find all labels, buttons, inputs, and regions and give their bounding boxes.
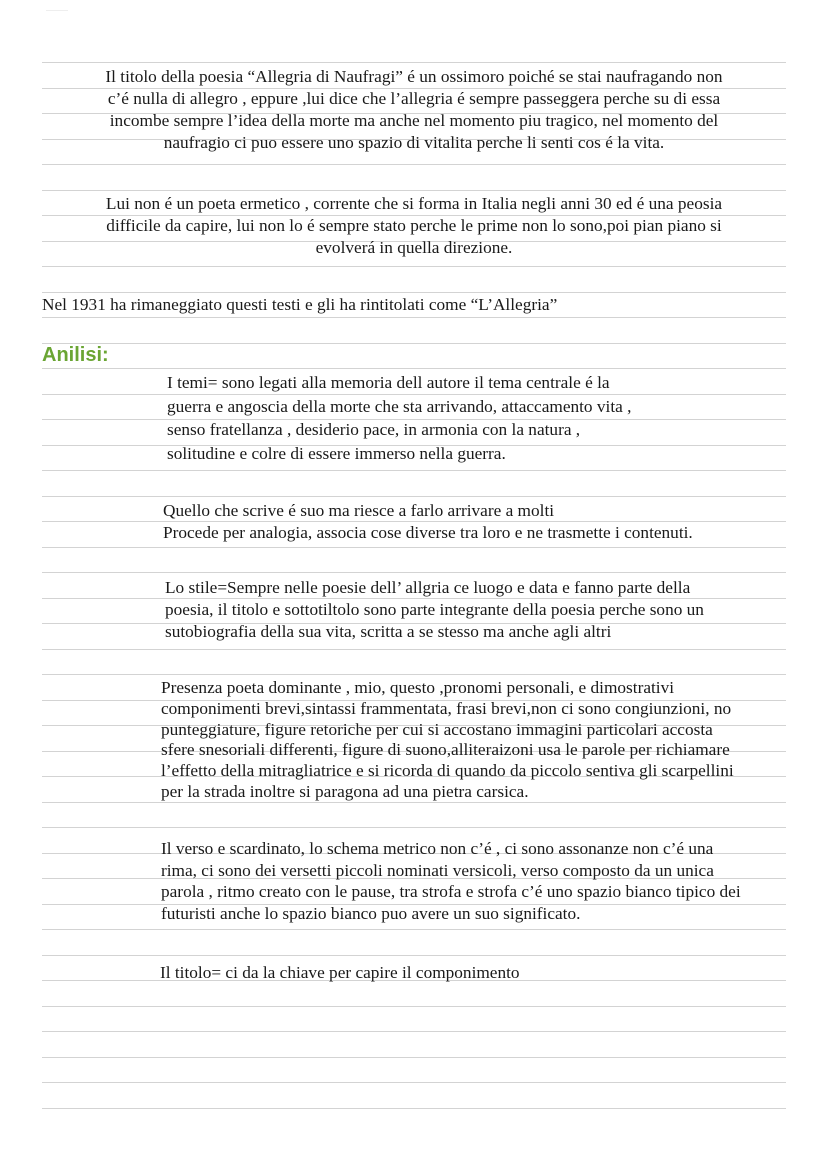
ruled-line bbox=[42, 190, 786, 191]
ruled-line bbox=[42, 164, 786, 165]
ruled-line bbox=[42, 1006, 786, 1007]
text-line: senso fratellanza , desiderio pace, in armonia con la natura , bbox=[167, 420, 581, 439]
section-heading: Anilisi: bbox=[42, 344, 109, 366]
ruled-line bbox=[42, 547, 786, 548]
text-line: c’é nulla di allegro , eppure ,lui dice che l’allegria é sempre passeggera perche su di essa bbox=[107, 89, 721, 108]
text-line: sutobiografia della sua vita, scritta a se stesso ma anche agli altri bbox=[165, 622, 612, 641]
ruled-line bbox=[42, 496, 786, 497]
text-line: per la strada inoltre si paragona ad una pietra carsica. bbox=[161, 781, 529, 801]
ruled-line bbox=[42, 1108, 786, 1109]
ruled-line bbox=[42, 674, 786, 675]
ruled-line bbox=[42, 343, 786, 344]
ruled-line bbox=[42, 292, 786, 293]
ruled-line bbox=[42, 827, 786, 828]
text-line: l’effetto della mitragliatrice e si ricorda di quando da piccolo sentiva gli scarpellini bbox=[161, 761, 734, 781]
ruled-line bbox=[42, 572, 786, 573]
paragraph-style bbox=[165, 577, 704, 643]
paragraph-hermetic bbox=[42, 193, 786, 259]
text-line: evolverá in quella direzione. bbox=[315, 238, 513, 257]
faint-mark bbox=[46, 10, 68, 19]
text-line: Lui non é un poeta ermetico , corrente che si forma in Italia negli anni 30 ed é una peosia bbox=[105, 194, 723, 213]
text-line: guerra e angoscia della morte che sta arrivando, attaccamento vita , bbox=[167, 396, 632, 416]
ruled-line bbox=[42, 368, 786, 369]
text-line: Quello che scrive é suo ma riesce a farlo arrivare a molti bbox=[163, 501, 555, 520]
text-line: difficile da capire, lui non lo é sempre stato perche le prime non lo sono,poi pian piano si bbox=[106, 216, 722, 235]
text-line: Lo stile=Sempre nelle poesie dell’ allgria ce luogo e data e fanno parte della bbox=[165, 578, 691, 597]
text-line: parola , ritmo creato con le pause, tra strofa e strofa c’é uno spazio bianco tipico dei bbox=[161, 882, 741, 901]
text-line: componimenti brevi,sintassi frammentata, frasi brevi,non ci sono congiunzioni, no bbox=[161, 698, 732, 718]
ruled-line bbox=[42, 1031, 786, 1032]
ruled-line bbox=[42, 1082, 786, 1083]
ruled-line bbox=[42, 266, 786, 267]
text-line: punteggiature, figure retoriche per cui si accostano immagini particolari accosta bbox=[161, 719, 713, 739]
paragraph-presence bbox=[161, 678, 734, 803]
paragraph-verse bbox=[161, 838, 741, 924]
text-line: Nel 1931 ha rimaneggiato questi testi e gli ha rintitolati come “L’Allegria” bbox=[42, 295, 558, 314]
ruled-line bbox=[42, 62, 786, 63]
ruled-line bbox=[42, 317, 786, 318]
text-line: I temi= sono legati alla memoria dell autore il tema centrale é la bbox=[167, 373, 610, 392]
text-line: poesia, il titolo e sottotiltolo sono parte integrante della poesia perche sono un bbox=[165, 600, 704, 619]
ruled-line bbox=[42, 929, 786, 930]
text-line: Il titolo della poesia “Allegria di Naufragi” é un ossimoro poiché se stai naufragando non bbox=[105, 67, 723, 86]
ruled-line bbox=[42, 649, 786, 650]
paragraph-title-key bbox=[160, 962, 520, 984]
ruled-line bbox=[42, 955, 786, 956]
text-line: Il verso e scardinato, lo schema metrico non c’é , ci sono assonanze non c’é una bbox=[161, 839, 714, 858]
text-line: rima, ci sono dei versetti piccoli nominati versicoli, verso composto da un unica bbox=[161, 860, 714, 880]
text-line: incombe sempre l’idea della morte ma anche nel momento piu tragico, nel momento del bbox=[109, 111, 719, 130]
text-line: Procede per analogia, associa cose diverse tra loro e ne trasmette i contenuti. bbox=[163, 523, 693, 542]
paragraph-1931 bbox=[42, 294, 557, 316]
text-line: solitudine e colre di essere immerso nella guerra. bbox=[167, 443, 506, 463]
text-line: naufragio ci puo essere uno spazio di vitalita perche li senti cos é la vita. bbox=[163, 133, 665, 152]
text-line: sfere snesoriali differenti, figure di suono,alliteraizoni usa le parole per richiamare bbox=[161, 740, 730, 760]
ruled-line bbox=[42, 1057, 786, 1058]
paragraph-analogy bbox=[163, 500, 693, 544]
text-line: Il titolo= ci da la chiave per capire il componimento bbox=[160, 963, 520, 982]
ruled-line bbox=[42, 470, 786, 471]
paragraph-title-oxymoron bbox=[42, 66, 786, 154]
text-line: futuristi anche lo spazio bianco puo avere un suo significato. bbox=[161, 903, 581, 923]
paragraph-themes bbox=[167, 371, 631, 465]
text-line: Presenza poeta dominante , mio, questo ,pronomi personali, e dimostrativi bbox=[161, 678, 675, 697]
